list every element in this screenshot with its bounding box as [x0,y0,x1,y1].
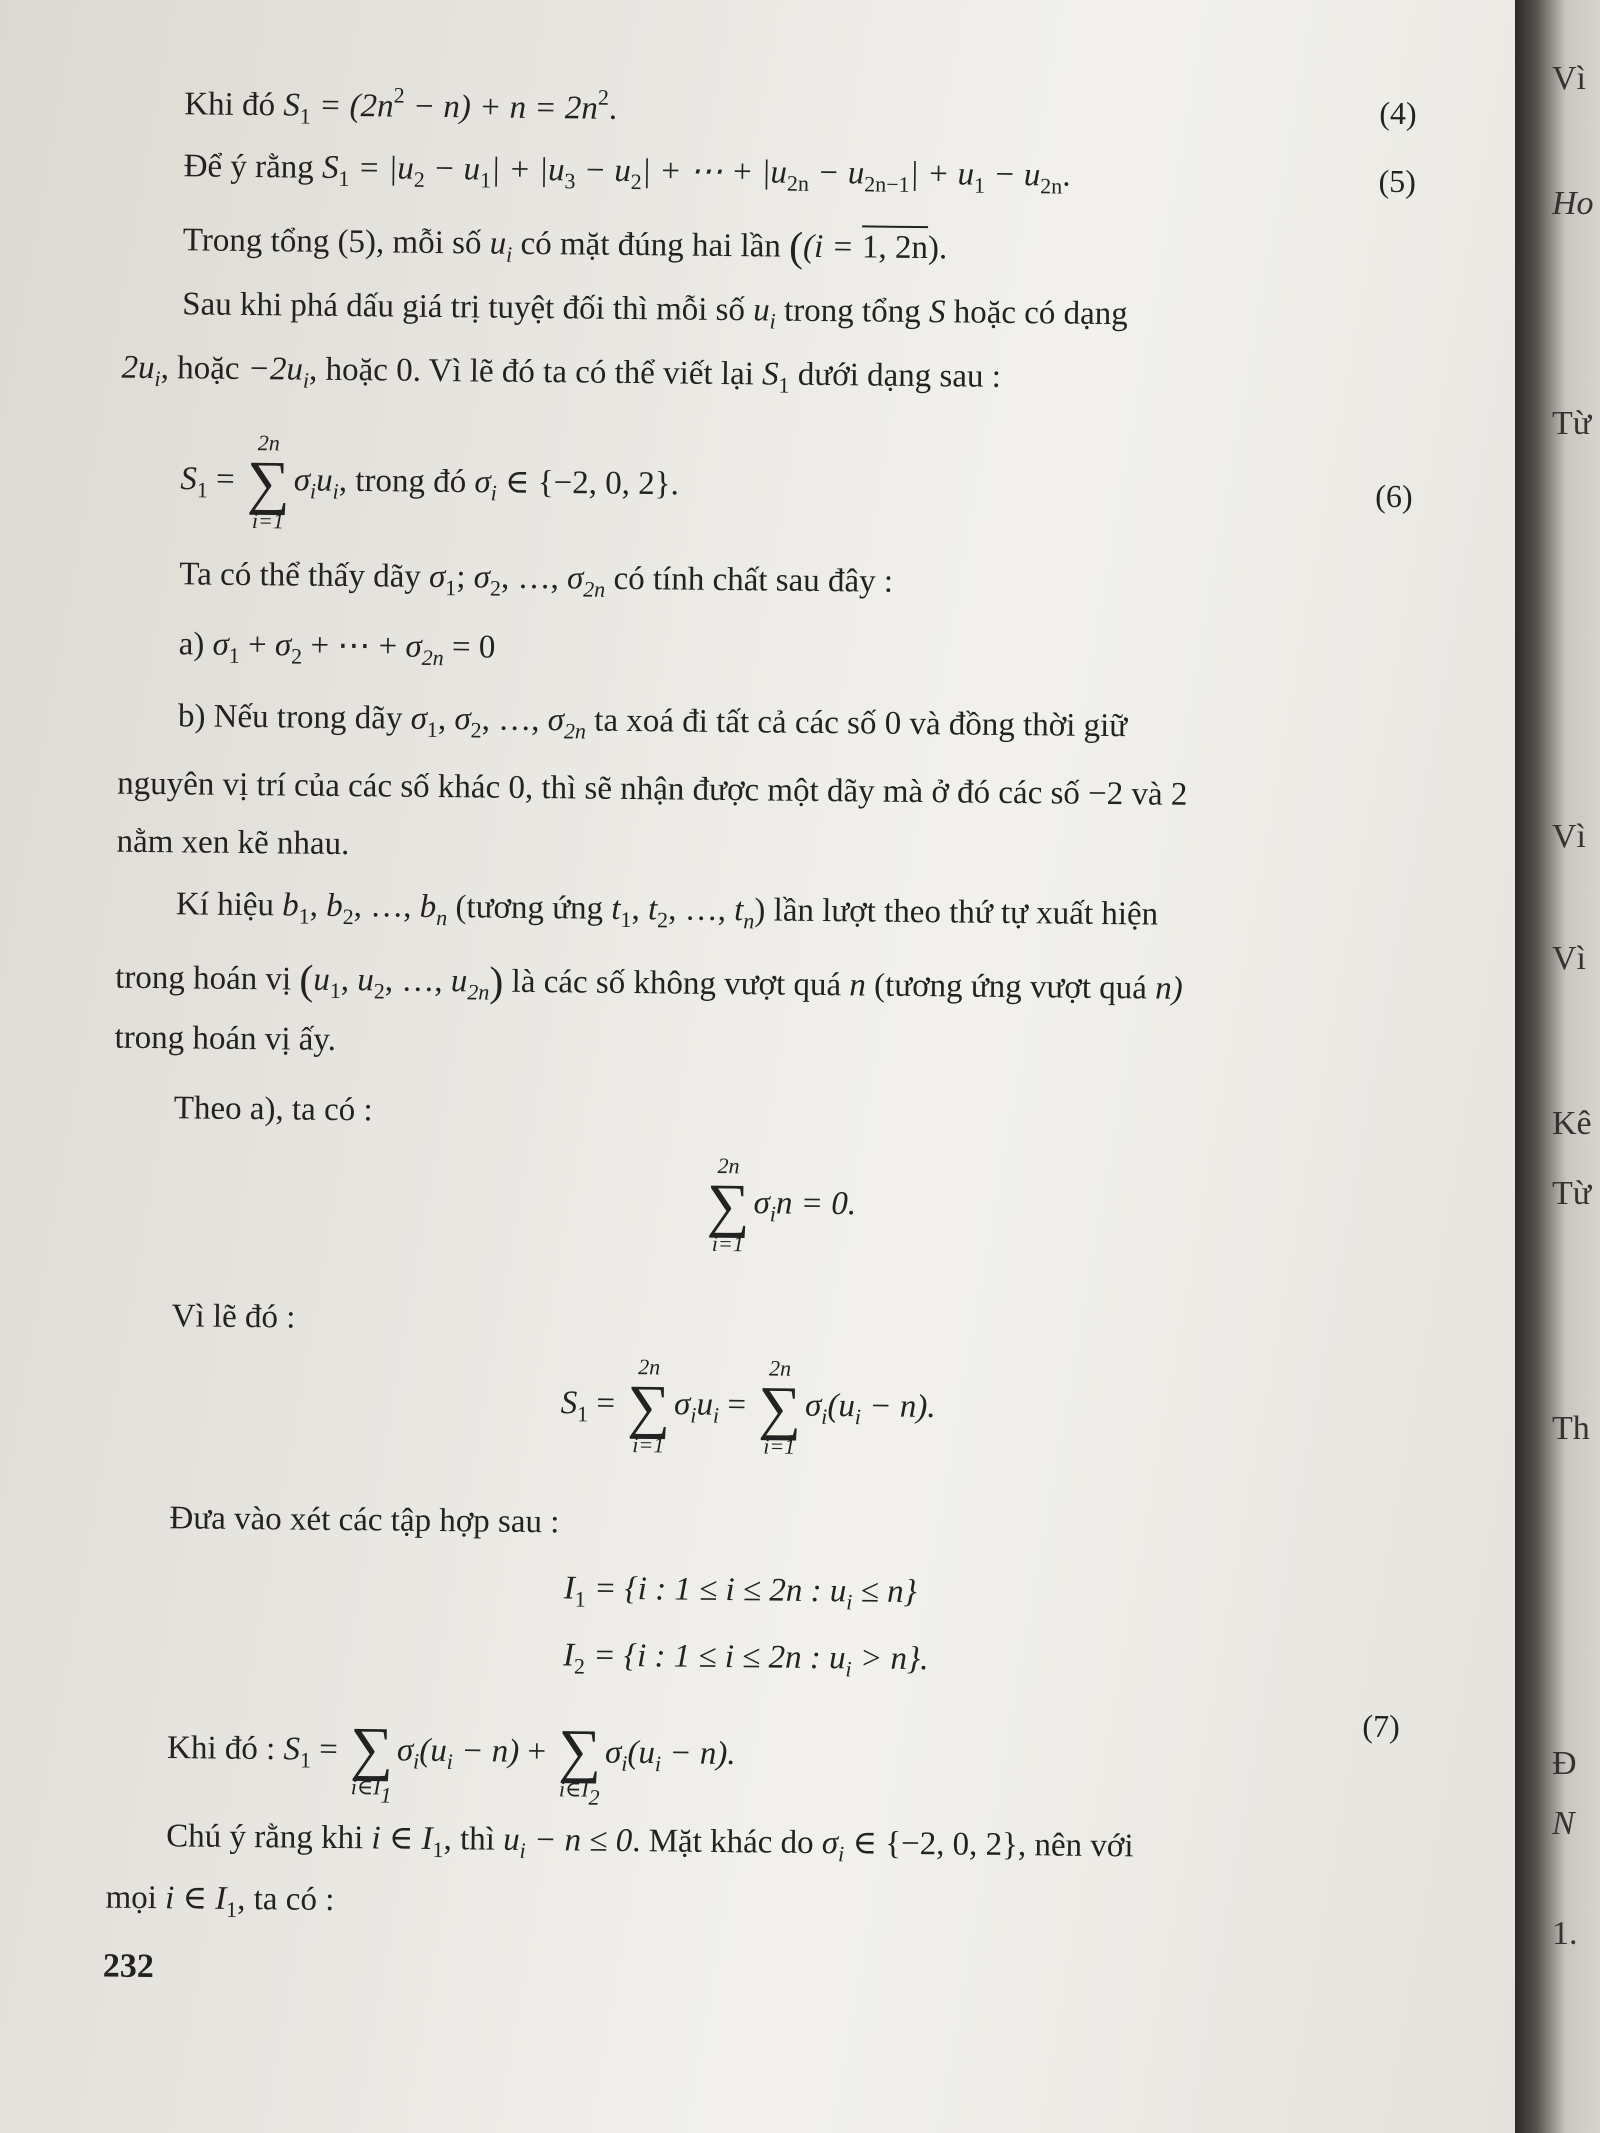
equation-number: (7) [1362,1707,1400,1745]
summation-symbol: 2n ∑ i=1 [706,1152,750,1257]
text-line: Đưa vào xét các tập hợp sau : [169,1500,560,1541]
facing-page-edge: Vì Ho Từ Vì Vì Kê Từ Th Đ N 1. [1552,60,1594,1952]
text-line: nguyên vị trí của các số khác 0, thì sẽ nhận được một dãy mà ở đó các số −2 và 2 [117,765,1188,813]
text-line: nằm xen kẽ nhau. [116,823,350,863]
page-number: 232 [102,1947,155,1986]
text-line: Kí hiệu $b_1$, $b_2$, …, $b_n$ (tương ứng $t_1$, $t_2$, …, $t_n$) lần lượt theo thứ tự xuất hiện [175,886,1159,934]
text-line: Sau khi phá dấu giá trị tuyệt đối thì mỗi số $u_i$ trong tổng S hoặc có dạng [182,286,1128,334]
summation-symbol: ∑ i∈I1 [349,1715,394,1808]
text-line: Trong tổng (5), mỗi số $u_i$ có mặt đúng hai lần ((i = 1, 2n). [182,222,948,271]
summation-symbol: ∑ i∈I2 [558,1717,602,1810]
set-I2: $I_2 = \{i$ : 1 ≤ i ≤ 2n : $u_i > n$}. [562,1637,929,1682]
text-line: Vì lẽ đó : [171,1298,296,1336]
page-content [102,40,1455,2104]
equation-s1: $S_1$ = 2n ∑ i=1 $\sigma_iu_i$ = 2n ∑ i=1 $\sigma_i(u_i - n)$. [560,1354,936,1459]
summation-symbol: 2n ∑ i=1 [757,1355,802,1459]
set-I1: $I_1 = \{i$ : 1 ≤ i ≤ 2n : $u_i \le n$} [563,1570,917,1615]
text-line: trong hoán vị ấy. [114,1019,337,1058]
text-line: trong hoán vị ($u_1$, $u_2$, …, $u_{2n}$) là các số không vượt quá n (tương ứng vượt quá n) [114,957,1183,1007]
text-line: Ta có thể thấy dãy $\sigma_1$; $\sigma_2$, …, $\sigma_{2n}$ có tính chất sau đây : [179,556,894,602]
equation-line-4: Khi đó $S_1 = (2n^2 - n) + n = 2n^2$. [184,82,618,129]
text-line: $2u_i$, hoặc $-2u_i$, hoặc 0. Vì lẽ đó ta có thể viết lại $S_1$ dưới dạng sau : [121,349,1002,398]
equation-line-6: $S_1$ = 2n ∑ i=1 $\sigma_iu_i$, trong đó $\sigma_i$ ∈ {−2, 0, 2}. [180,430,680,534]
text-line: Theo a), ta có : [173,1090,373,1129]
property-b: b) Nếu trong dãy $\sigma_1$, $\sigma_2$, …, $\sigma_{2n}$ ta xoá đi tất cả các số 0 và đồng thời giữ [177,698,1128,745]
summation-symbol: 2n ∑ i=1 [246,430,291,534]
text-line: Chú ý rằng khi i ∈ $I_1$, thì $u_i - n \le 0$. Mặt khác do $\sigma_i$ ∈ {−2, 0, 2}, nên với [166,1818,1134,1867]
equation-number: (6) [1375,477,1413,515]
equation-number: (5) [1378,162,1417,200]
equation-line-5: Để ý rằng $S_1 = |u_2 - u_1| + |u_3 - u_2|$ + ⋯ + $|u_{2n} - u_{2n-1}| + u_1 - u_{2n}$. [183,148,1071,199]
text-line: mọi i ∈ $I_1$, ta có : [105,1879,335,1922]
property-a: a) $\sigma_1 + \sigma_2$ + ⋯ + $\sigma_{2n} = 0$ [178,626,496,671]
summation-symbol: 2n ∑ i=1 [626,1354,671,1458]
equation-line-7: Khi đó : $S_1$ = ∑ i∈I1 $\sigma_i(u_i - n)$ + ∑ i∈I2 $\sigma_i(u_i - n)$. [167,1695,737,1811]
equation-number: (4) [1379,94,1417,132]
equation-sum-zero: 2n ∑ i=1 $\sigma_in = 0$. [706,1152,857,1257]
